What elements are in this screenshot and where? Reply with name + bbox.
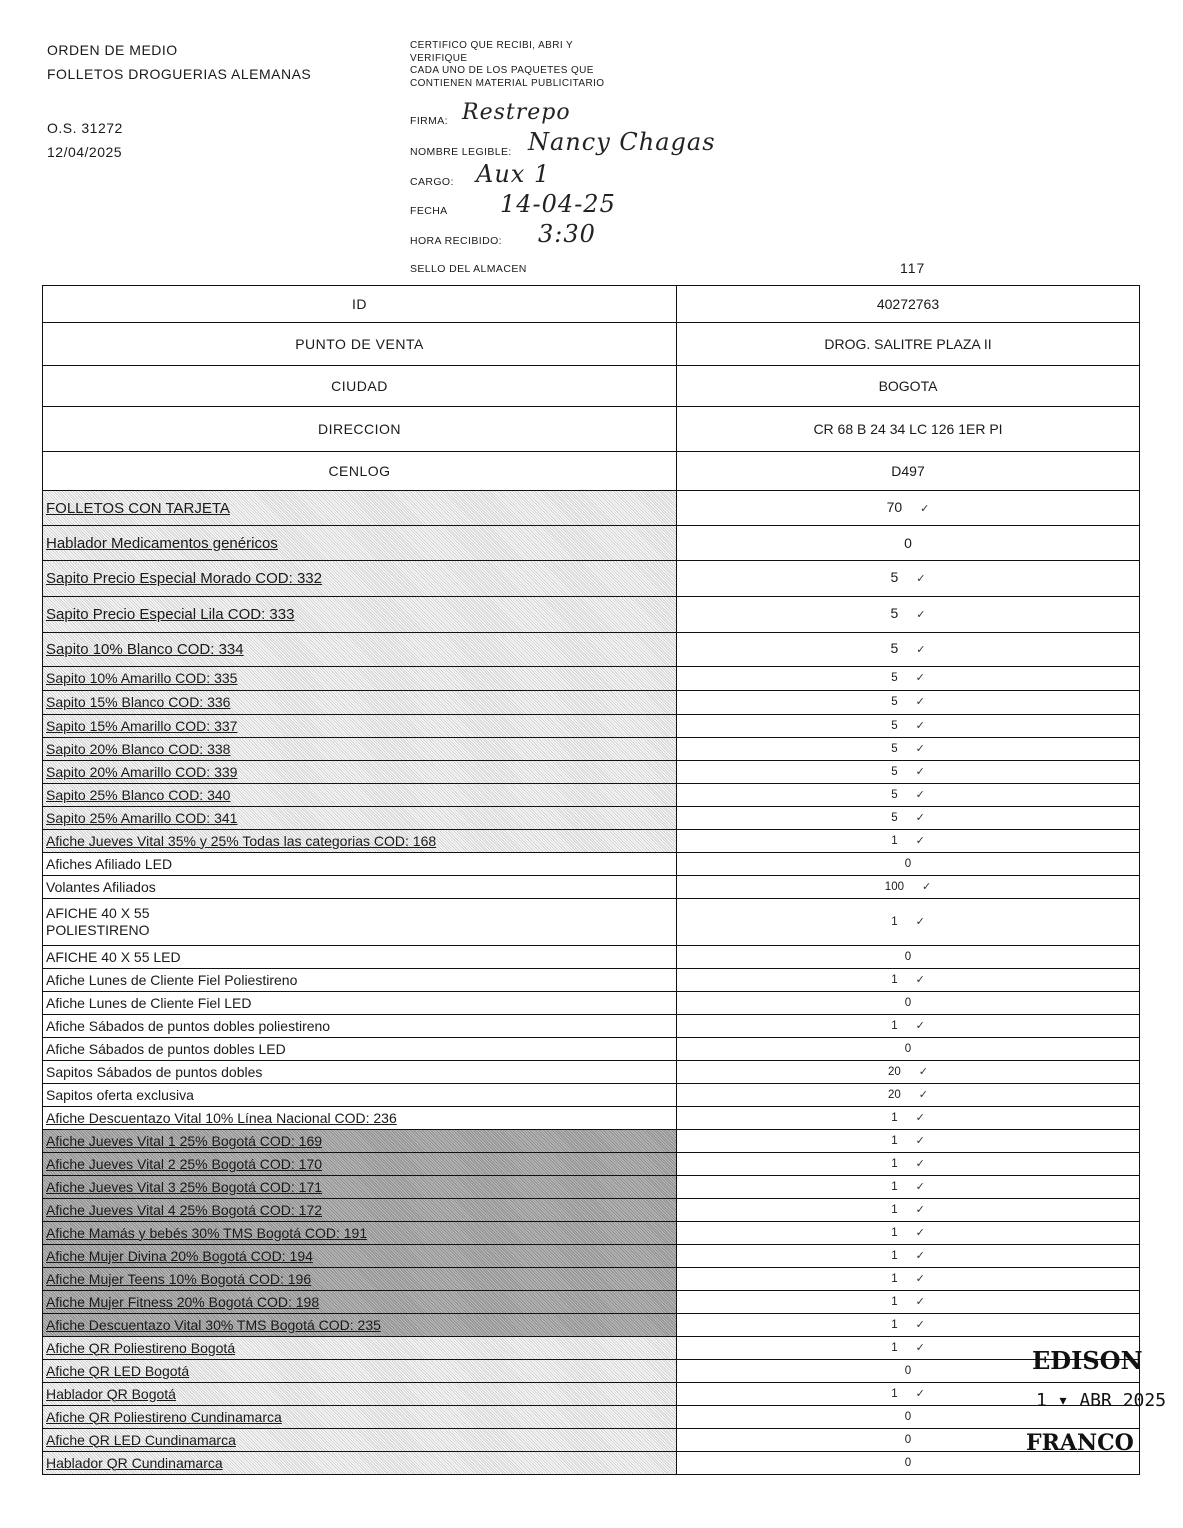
checkmark-icon: ✓ bbox=[915, 1341, 925, 1354]
item-quantity bbox=[677, 491, 1140, 526]
item-label-text: Afiche Jueves Vital 35% y 25% Todas las categorias COD: 168 bbox=[46, 832, 437, 849]
item-quantity bbox=[677, 853, 1140, 876]
info-value: BOGOTA bbox=[677, 366, 1140, 407]
item-label-text: Sapito 10% Amarillo COD: 335 bbox=[46, 670, 238, 686]
item-qty-text: 20 bbox=[887, 1088, 901, 1101]
item-quantity bbox=[677, 597, 1140, 633]
item-quantity bbox=[677, 1130, 1140, 1153]
item-row bbox=[43, 1337, 1140, 1360]
item-quantity bbox=[677, 1199, 1140, 1222]
checkmark-icon: ✓ bbox=[915, 672, 925, 684]
checkmark-icon: ✓ bbox=[915, 1203, 925, 1216]
firma-label: FIRMA: bbox=[410, 115, 448, 127]
item-row bbox=[43, 1199, 1140, 1222]
item-quantity bbox=[677, 1314, 1140, 1337]
header-line-1: ORDEN DE MEDIO bbox=[47, 42, 178, 58]
item-qty-text: 1 bbox=[891, 1341, 898, 1354]
checkmark-icon: ✓ bbox=[915, 973, 925, 986]
item-qty-text: 5 bbox=[890, 640, 899, 656]
item-qty-text: 5 bbox=[891, 719, 898, 732]
item-label-text: Afiche Sábados de puntos dobles poliestireno bbox=[46, 1017, 331, 1034]
item-label bbox=[43, 667, 677, 691]
checkmark-icon: ✓ bbox=[915, 1318, 925, 1331]
item-label bbox=[43, 1314, 677, 1337]
item-row bbox=[43, 1061, 1140, 1084]
item-label-text: Afiches Afiliado LED bbox=[46, 855, 173, 872]
item-row bbox=[43, 969, 1140, 992]
item-label bbox=[43, 597, 677, 633]
item-qty-text: 1 bbox=[891, 1157, 898, 1170]
item-row bbox=[43, 1291, 1140, 1314]
item-label-text: Sapito Precio Especial Morado COD: 332 bbox=[46, 570, 322, 587]
item-label-text: POLIESTIRENO bbox=[46, 922, 150, 938]
item-label bbox=[43, 853, 677, 876]
item-label-text: Afiche Lunes de Cliente Fiel LED bbox=[46, 994, 252, 1011]
cargo-value: Aux 1 bbox=[476, 160, 551, 188]
item-quantity bbox=[677, 830, 1140, 853]
item-label-text: Hablador QR Cundinamarca bbox=[46, 1454, 223, 1471]
checkmark-icon: ✓ bbox=[915, 1387, 925, 1400]
item-label-text: Afiche Jueves Vital 3 25% Bogotá COD: 171 bbox=[46, 1178, 323, 1195]
item-row bbox=[43, 1038, 1140, 1061]
item-label bbox=[43, 946, 677, 969]
item-quantity bbox=[677, 946, 1140, 969]
order-date: 12/04/2025 bbox=[47, 144, 123, 160]
item-row bbox=[43, 597, 1140, 633]
item-label-text: Afiche Jueves Vital 1 25% Bogotá COD: 169 bbox=[46, 1132, 323, 1149]
checkmark-icon: ✓ bbox=[915, 915, 925, 928]
item-quantity bbox=[677, 1245, 1140, 1268]
item-quantity bbox=[677, 969, 1140, 992]
material-table bbox=[42, 285, 1140, 1475]
item-qty-text: 1 bbox=[891, 1226, 898, 1239]
checkmark-icon: ✓ bbox=[915, 1134, 925, 1147]
item-label-text: Afiche Jueves Vital 4 25% Bogotá COD: 172 bbox=[46, 1201, 323, 1218]
item-qty-text: 0 bbox=[904, 1410, 912, 1423]
item-qty-text: 5 bbox=[891, 811, 898, 824]
item-row bbox=[43, 1452, 1140, 1475]
item-quantity bbox=[677, 807, 1140, 830]
item-quantity bbox=[677, 1038, 1140, 1061]
item-quantity bbox=[677, 992, 1140, 1015]
header-line-2: FOLLETOS DROGUERIAS ALEMANAS bbox=[47, 66, 312, 82]
checkmark-icon: ✓ bbox=[915, 811, 925, 824]
item-qty-text: 1 bbox=[891, 1318, 898, 1331]
fecha-value: 14-04-25 bbox=[500, 190, 616, 218]
item-label-text: Sapito 25% Blanco COD: 340 bbox=[46, 786, 231, 803]
info-row bbox=[43, 286, 1140, 323]
item-label bbox=[43, 876, 677, 899]
sello-label: SELLO DEL ALMACEN bbox=[410, 263, 527, 275]
item-label-text: Sapito 20% Blanco COD: 338 bbox=[46, 740, 231, 757]
item-label-text: Afiche Descuentazo Vital 30% TMS Bogotá COD: 235 bbox=[46, 1316, 381, 1333]
item-qty-text: 1 bbox=[891, 1019, 898, 1032]
item-row bbox=[43, 633, 1140, 667]
item-label-text: Afiche Lunes de Cliente Fiel Poliestireno bbox=[46, 971, 298, 988]
item-row bbox=[43, 784, 1140, 807]
checkmark-icon: ✓ bbox=[915, 1249, 925, 1262]
fecha-label: FECHA bbox=[410, 205, 448, 217]
item-quantity bbox=[677, 1107, 1140, 1130]
checkmark-icon: ✓ bbox=[920, 502, 930, 515]
item-qty-text: 1 bbox=[891, 1134, 898, 1147]
item-quantity bbox=[677, 1153, 1140, 1176]
info-label: PUNTO DE VENTA bbox=[43, 323, 677, 366]
item-label-text: Afiche Jueves Vital 2 25% Bogotá COD: 170 bbox=[46, 1155, 323, 1172]
item-label-text: Volantes Afiliados bbox=[46, 878, 156, 895]
item-qty-text: 100 bbox=[884, 880, 904, 893]
firma-signature: Restrepo bbox=[462, 100, 571, 125]
item-label-text: Sapitos Sábados de puntos dobles bbox=[46, 1063, 263, 1080]
item-label-text: Hablador QR Bogotá bbox=[46, 1385, 176, 1402]
item-label-text: Afiche Descuentazo Vital 10% Línea Nacional COD: 236 bbox=[46, 1109, 397, 1126]
item-label-text: Hablador Medicamentos genéricos bbox=[46, 534, 278, 552]
item-label-text: Afiche Mujer Teens 10% Bogotá COD: 196 bbox=[46, 1270, 312, 1287]
item-row bbox=[43, 667, 1140, 691]
checkmark-icon: ✓ bbox=[915, 1111, 925, 1124]
hora-label: HORA RECIBIDO: bbox=[410, 235, 502, 247]
cert-line: CADA UNO DE LOS PAQUETES QUE bbox=[410, 65, 594, 76]
item-qty-text: 20 bbox=[887, 1065, 901, 1078]
item-qty-text: 0 bbox=[904, 1364, 912, 1377]
cert-line: VERIFIQUE bbox=[410, 52, 468, 64]
item-label-text: Afiche QR Poliestireno Cundinamarca bbox=[46, 1408, 282, 1425]
item-row bbox=[43, 715, 1140, 738]
checkmark-icon: ✓ bbox=[918, 1088, 928, 1101]
item-qty-text: 70 bbox=[886, 498, 903, 515]
item-label-text: AFICHE 40 X 55 bbox=[46, 905, 150, 921]
item-quantity bbox=[677, 561, 1140, 597]
checkmark-icon: ✓ bbox=[915, 696, 925, 708]
item-qty-text: 1 bbox=[891, 1272, 898, 1285]
cert-line: CERTIFICO QUE RECIBI, ABRI Y bbox=[410, 40, 574, 51]
item-label-text: Afiche QR Poliestireno Bogotá bbox=[46, 1339, 236, 1356]
item-label bbox=[43, 807, 677, 830]
item-qty-text: 1 bbox=[891, 1111, 898, 1124]
item-quantity bbox=[677, 899, 1140, 946]
item-label bbox=[43, 992, 677, 1015]
item-row bbox=[43, 899, 1140, 946]
item-label bbox=[43, 691, 677, 715]
item-quantity bbox=[677, 876, 1140, 899]
item-label bbox=[43, 1268, 677, 1291]
item-row bbox=[43, 1015, 1140, 1038]
order-header bbox=[47, 38, 311, 164]
item-row bbox=[43, 491, 1140, 526]
item-label bbox=[43, 526, 677, 561]
item-row bbox=[43, 1245, 1140, 1268]
item-label-text: FOLLETOS CON TARJETA bbox=[46, 499, 230, 517]
info-row bbox=[43, 452, 1140, 491]
item-label bbox=[43, 1176, 677, 1199]
item-label-text: Afiche Mujer Divina 20% Bogotá COD: 194 bbox=[46, 1247, 313, 1264]
info-row bbox=[43, 407, 1140, 452]
stamp-date: 1 ▾ ABR 2025 bbox=[1036, 1390, 1167, 1411]
info-value: DROG. SALITRE PLAZA II bbox=[677, 323, 1140, 366]
checkmark-icon: ✓ bbox=[915, 1272, 925, 1285]
item-row bbox=[43, 691, 1140, 715]
checkmark-icon: ✓ bbox=[915, 1226, 925, 1239]
info-label: CIUDAD bbox=[43, 366, 677, 407]
item-row bbox=[43, 1360, 1140, 1383]
checkmark-icon: ✓ bbox=[915, 1295, 925, 1308]
checkmark-icon: ✓ bbox=[918, 1065, 928, 1078]
sheet-number: 117 bbox=[900, 260, 926, 276]
cert-line: CONTIENEN MATERIAL PUBLICITARIO bbox=[410, 77, 605, 89]
stamp-company: FRANCO bbox=[1026, 1430, 1134, 1456]
item-row bbox=[43, 1176, 1140, 1199]
item-label-text: Afiche QR LED Cundinamarca bbox=[46, 1431, 236, 1448]
item-label-text: Afiche Mujer Fitness 20% Bogotá COD: 198 bbox=[46, 1293, 320, 1310]
item-qty-text: 1 bbox=[891, 973, 898, 986]
item-quantity bbox=[677, 1061, 1140, 1084]
item-row bbox=[43, 807, 1140, 830]
item-qty-text: 5 bbox=[890, 569, 899, 585]
item-qty-text: 1 bbox=[891, 1180, 898, 1193]
checkmark-icon: ✓ bbox=[915, 742, 925, 755]
item-label-text: Sapito 25% Amarillo COD: 341 bbox=[46, 809, 238, 826]
item-qty-text: 5 bbox=[891, 742, 898, 755]
item-quantity bbox=[677, 1176, 1140, 1199]
checkmark-icon: ✓ bbox=[921, 880, 932, 893]
item-row bbox=[43, 761, 1140, 784]
item-row bbox=[43, 1406, 1140, 1429]
item-qty-text: 5 bbox=[891, 788, 898, 801]
item-row bbox=[43, 1314, 1140, 1337]
item-row bbox=[43, 946, 1140, 969]
item-label bbox=[43, 1015, 677, 1038]
item-quantity bbox=[677, 1222, 1140, 1245]
item-label bbox=[43, 1199, 677, 1222]
item-label bbox=[43, 784, 677, 807]
item-label bbox=[43, 1084, 677, 1107]
item-row bbox=[43, 1268, 1140, 1291]
checkmark-icon: ✓ bbox=[916, 644, 926, 656]
item-qty-text: 5 bbox=[890, 605, 899, 621]
item-qty-text: 1 bbox=[891, 834, 898, 847]
info-value: 40272763 bbox=[677, 286, 1140, 323]
checkmark-icon: ✓ bbox=[915, 1019, 925, 1032]
item-quantity bbox=[677, 526, 1140, 561]
checkmark-icon: ✓ bbox=[915, 1180, 925, 1193]
item-label bbox=[43, 1130, 677, 1153]
item-label bbox=[43, 491, 677, 526]
item-qty-text: 1 bbox=[891, 1203, 898, 1216]
item-row bbox=[43, 992, 1140, 1015]
item-label bbox=[43, 1245, 677, 1268]
item-label bbox=[43, 1107, 677, 1130]
item-label bbox=[43, 1406, 677, 1429]
item-row bbox=[43, 853, 1140, 876]
item-label-text: Sapito 15% Amarillo COD: 337 bbox=[46, 717, 238, 734]
item-label bbox=[43, 715, 677, 738]
checkmark-icon: ✓ bbox=[915, 788, 925, 801]
item-qty-text: 0 bbox=[904, 1456, 912, 1469]
info-row bbox=[43, 323, 1140, 366]
item-label-text: Sapito 20% Amarillo COD: 339 bbox=[46, 763, 238, 780]
info-label: ID bbox=[43, 286, 677, 323]
item-label-text: Afiche Mamás y bebés 30% TMS Bogotá COD: 191 bbox=[46, 1224, 368, 1241]
item-label bbox=[43, 1061, 677, 1084]
info-label: CENLOG bbox=[43, 452, 677, 491]
item-label bbox=[43, 561, 677, 597]
checkmark-icon: ✓ bbox=[916, 609, 926, 621]
item-qty-text: 0 bbox=[904, 1042, 912, 1055]
item-row bbox=[43, 1222, 1140, 1245]
item-label bbox=[43, 633, 677, 667]
info-label: DIRECCION bbox=[43, 407, 677, 452]
item-qty-text: 1 bbox=[891, 1387, 898, 1400]
item-label bbox=[43, 1153, 677, 1176]
item-qty-text: 0 bbox=[904, 950, 912, 963]
item-label-text: Afiche Sábados de puntos dobles LED bbox=[46, 1040, 286, 1057]
item-label bbox=[43, 1291, 677, 1314]
checkmark-icon: ✓ bbox=[916, 573, 926, 585]
item-label bbox=[43, 1038, 677, 1061]
item-label-text: Sapito 15% Blanco COD: 336 bbox=[46, 694, 231, 710]
item-quantity bbox=[677, 1291, 1140, 1314]
info-value: CR 68 B 24 34 LC 126 1ER PI bbox=[677, 407, 1140, 452]
item-qty-text: 1 bbox=[891, 1249, 898, 1262]
item-label bbox=[43, 761, 677, 784]
item-quantity bbox=[677, 691, 1140, 715]
item-row bbox=[43, 1107, 1140, 1130]
item-row bbox=[43, 1383, 1140, 1406]
item-quantity bbox=[677, 715, 1140, 738]
item-row bbox=[43, 561, 1140, 597]
item-qty-text: 0 bbox=[904, 1433, 912, 1446]
info-value: D497 bbox=[677, 452, 1140, 491]
order-number: O.S. 31272 bbox=[47, 120, 123, 136]
item-quantity bbox=[677, 1084, 1140, 1107]
item-label bbox=[43, 1222, 677, 1245]
item-quantity bbox=[677, 633, 1140, 667]
item-label bbox=[43, 738, 677, 761]
item-qty-text: 5 bbox=[891, 696, 898, 708]
item-label bbox=[43, 1429, 677, 1452]
checkmark-icon: ✓ bbox=[915, 765, 925, 778]
info-section bbox=[43, 286, 1140, 491]
item-qty-text: 5 bbox=[891, 672, 898, 684]
item-row bbox=[43, 738, 1140, 761]
item-label bbox=[43, 1452, 677, 1475]
item-label-text: Afiche QR LED Bogotá bbox=[46, 1362, 190, 1379]
item-label bbox=[43, 969, 677, 992]
item-row bbox=[43, 1153, 1140, 1176]
item-quantity bbox=[677, 667, 1140, 691]
item-label-text: AFICHE 40 X 55 LED bbox=[46, 948, 181, 965]
nombre-value: Nancy Chagas bbox=[528, 128, 716, 156]
item-qty-text: 0 bbox=[904, 996, 912, 1009]
cargo-label: CARGO: bbox=[410, 176, 454, 188]
item-label bbox=[43, 899, 677, 946]
item-qty-text: 0 bbox=[904, 857, 912, 870]
item-label bbox=[43, 1337, 677, 1360]
items-section bbox=[43, 491, 1140, 1475]
item-row bbox=[43, 1130, 1140, 1153]
item-row bbox=[43, 1084, 1140, 1107]
item-qty-text: 5 bbox=[891, 765, 898, 778]
item-qty-text: 1 bbox=[891, 1295, 898, 1308]
item-label bbox=[43, 1383, 677, 1406]
checkmark-icon: ✓ bbox=[915, 1157, 925, 1170]
info-row bbox=[43, 366, 1140, 407]
item-qty-text: 1 bbox=[891, 915, 898, 928]
item-row bbox=[43, 876, 1140, 899]
item-row bbox=[43, 526, 1140, 561]
hora-value: 3:30 bbox=[538, 220, 596, 248]
stamp-name: EDISON bbox=[1032, 1346, 1143, 1375]
item-label bbox=[43, 1360, 677, 1383]
item-quantity bbox=[677, 784, 1140, 807]
nombre-label: NOMBRE LEGIBLE: bbox=[410, 146, 512, 158]
checkmark-icon: ✓ bbox=[915, 834, 925, 847]
item-row bbox=[43, 1429, 1140, 1452]
item-qty-text: 0 bbox=[904, 534, 912, 551]
item-quantity bbox=[677, 1268, 1140, 1291]
item-quantity bbox=[677, 761, 1140, 784]
item-quantity bbox=[677, 738, 1140, 761]
item-quantity bbox=[677, 1015, 1140, 1038]
item-label-text: Sapito Precio Especial Lila COD: 333 bbox=[46, 606, 295, 623]
certification-text bbox=[410, 40, 604, 90]
checkmark-icon: ✓ bbox=[915, 719, 925, 732]
item-row bbox=[43, 830, 1140, 853]
item-label-text: Sapito 10% Blanco COD: 334 bbox=[46, 641, 244, 658]
item-label bbox=[43, 830, 677, 853]
item-label-text: Sapitos oferta exclusiva bbox=[46, 1086, 194, 1103]
